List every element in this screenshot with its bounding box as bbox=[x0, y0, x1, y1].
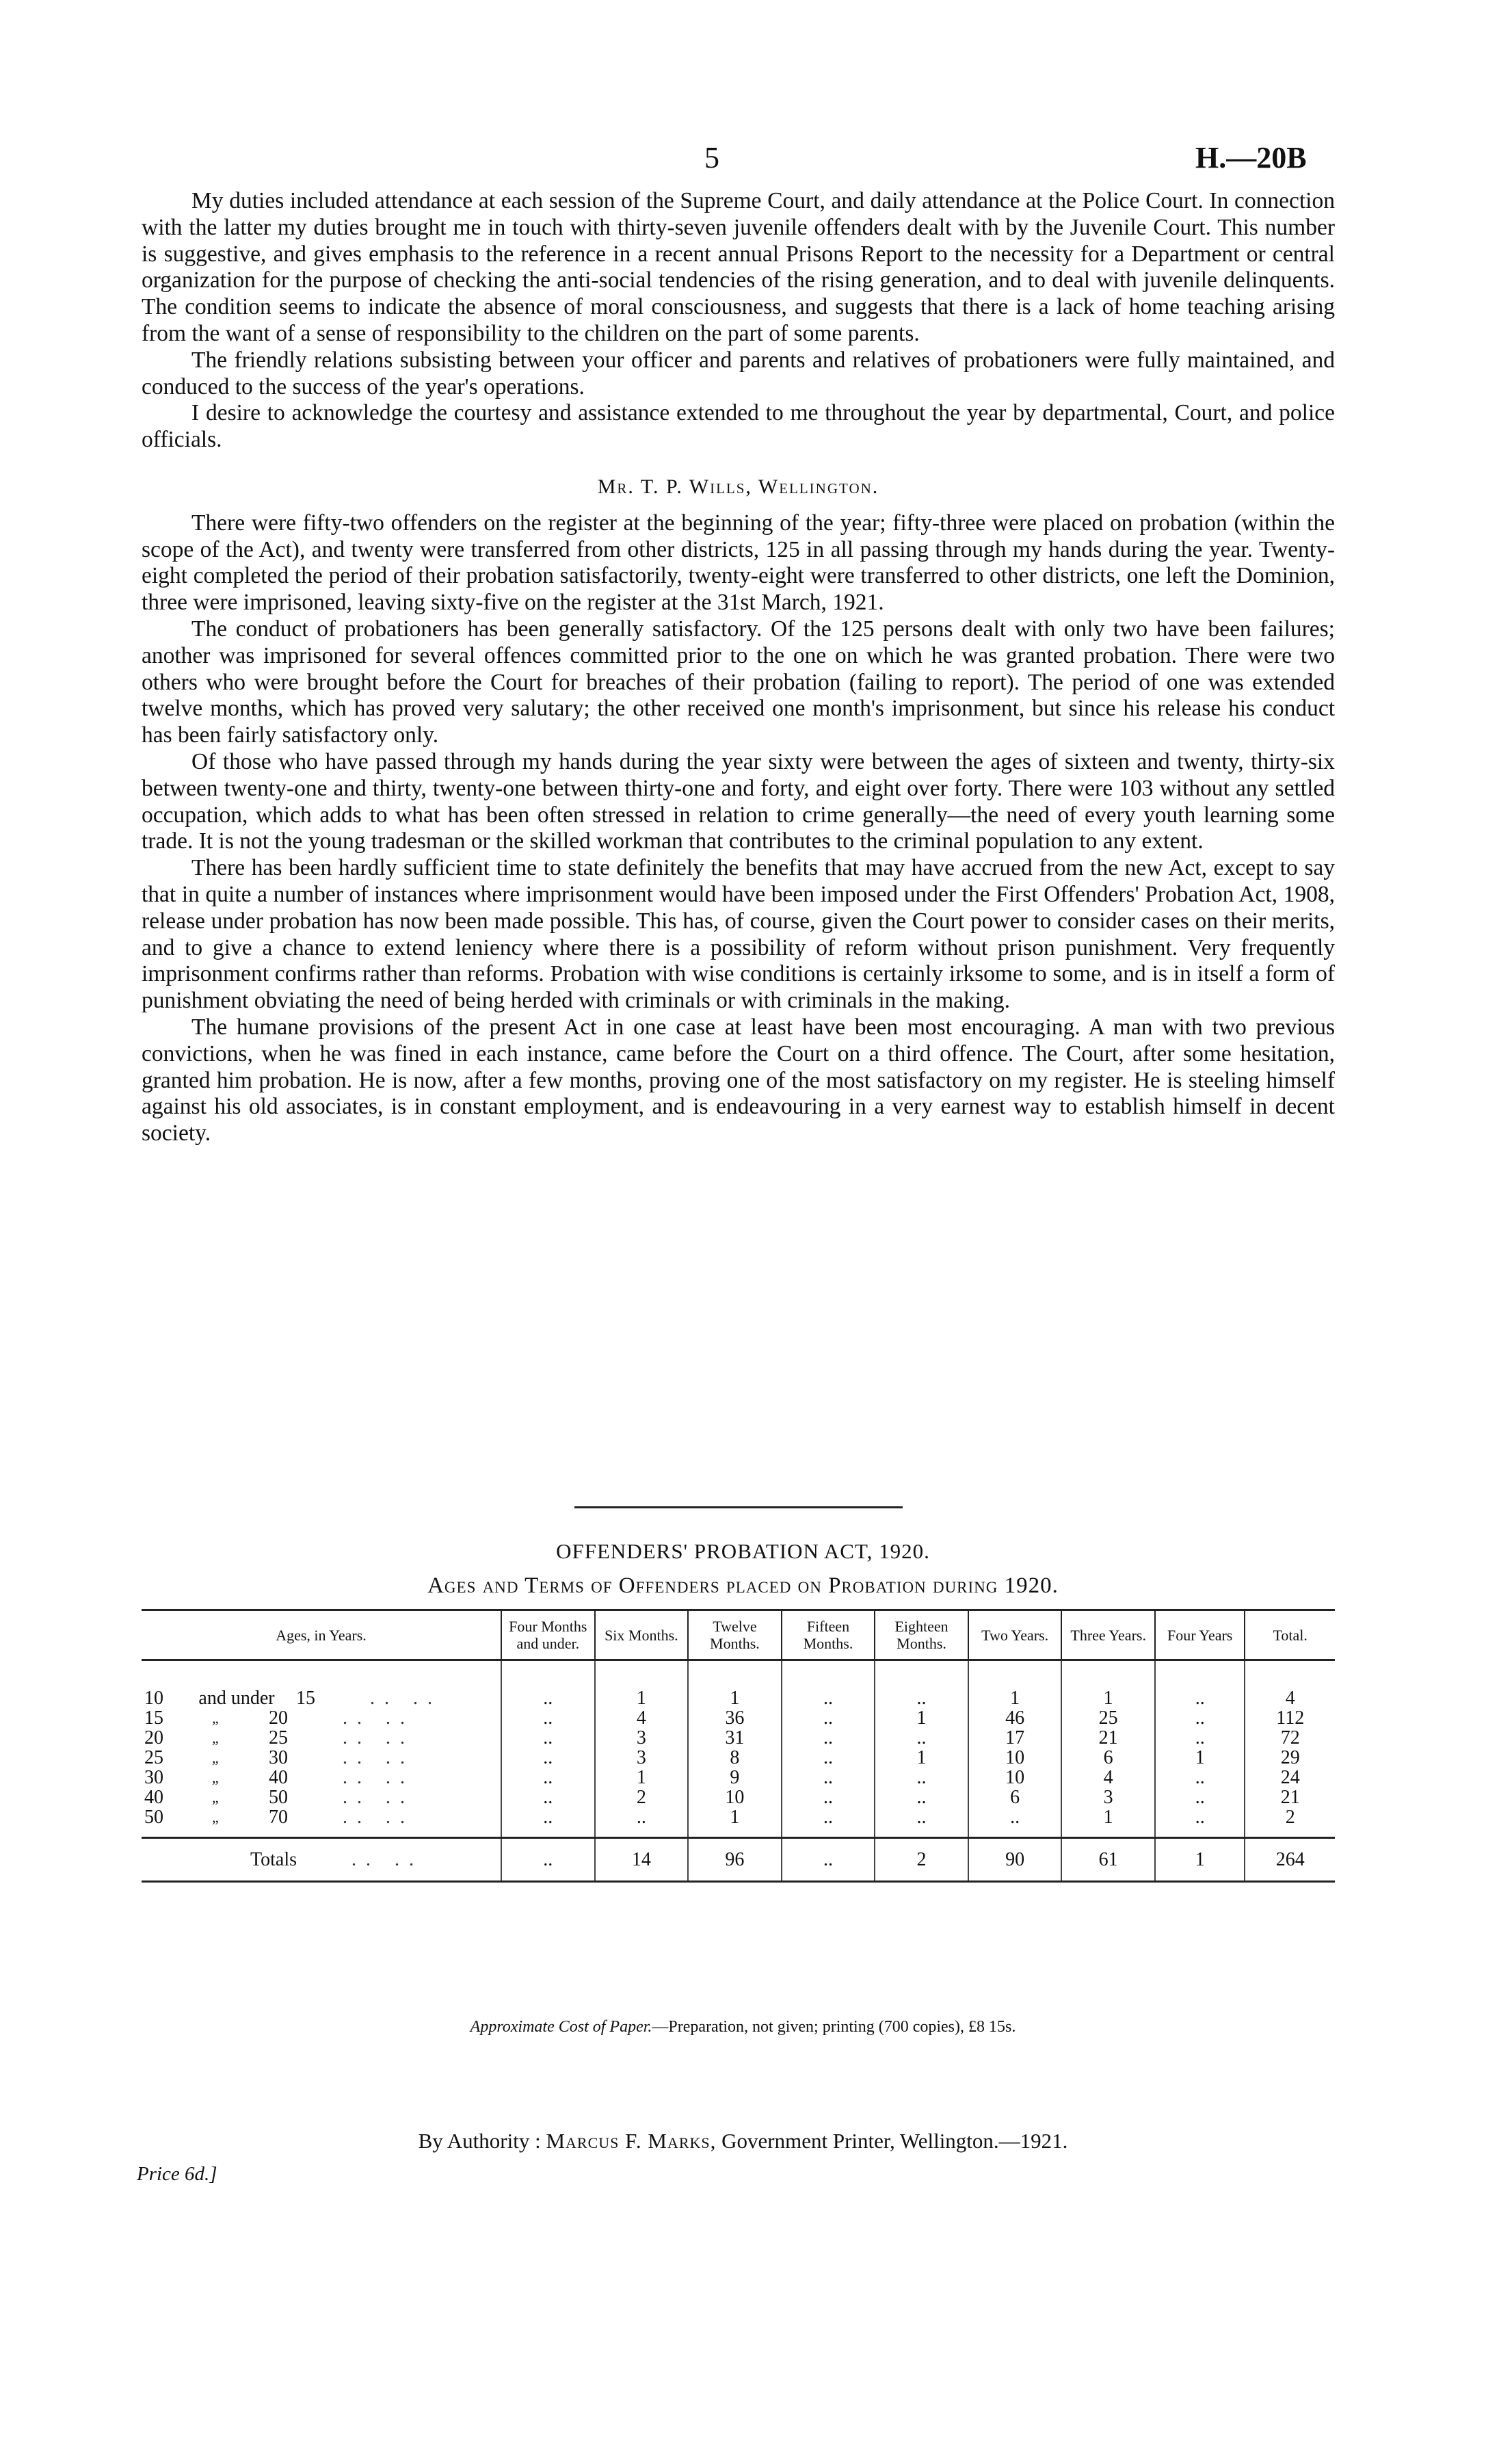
dot-leader: .. .. bbox=[343, 1767, 414, 1788]
totals-cell: 14 bbox=[595, 1838, 689, 1882]
totals-cell: 90 bbox=[968, 1838, 1062, 1882]
authority-suffix: Government Printer, Wellington.—1921. bbox=[721, 2129, 1068, 2153]
page-number: 5 bbox=[704, 141, 719, 174]
column-header: Twelve Months. bbox=[688, 1610, 782, 1660]
table-row bbox=[142, 1688, 1335, 1708]
table-cell: .. bbox=[782, 1728, 875, 1748]
age-separator: „ bbox=[211, 1789, 221, 1806]
column-header: Total. bbox=[1245, 1610, 1335, 1660]
column-header: Ages, in Years. bbox=[142, 1610, 501, 1660]
table-cell: 4 bbox=[1245, 1688, 1335, 1708]
age-range-cell bbox=[142, 1748, 501, 1768]
table-cell: 17 bbox=[968, 1728, 1062, 1748]
age-from: 10 bbox=[144, 1688, 163, 1709]
age-to: 20 bbox=[269, 1707, 288, 1729]
totals-label-cell bbox=[142, 1838, 501, 1882]
age-to: 15 bbox=[296, 1688, 315, 1709]
age-range-cell bbox=[142, 1708, 501, 1728]
table-cell: 6 bbox=[968, 1787, 1062, 1807]
table-cell: 2 bbox=[1245, 1807, 1335, 1838]
table-cell: 2 bbox=[595, 1787, 689, 1807]
age-to: 50 bbox=[269, 1787, 288, 1808]
table-cell: 8 bbox=[688, 1748, 782, 1768]
table-cell: 4 bbox=[1061, 1768, 1155, 1787]
body-text bbox=[142, 188, 1335, 1147]
table-cell: 6 bbox=[1061, 1748, 1155, 1768]
table-cell: .. bbox=[968, 1807, 1062, 1838]
age-from: 40 bbox=[144, 1787, 163, 1808]
paragraph: My duties included attendance at each session of the Supreme Court, and daily attendance at the Police Court. In connection with the latter my duties brought me in touch with thirty-seven juvenile offenders dealt with by the Juvenile Court. This number is suggestive, and gives emphasis to the reference in a recent annual Prisons Report to the necessity for a Department or central organization for the purpose of checking the anti-social tendencies of the rising generation, and to deal with juvenile delinquents. The condition seems to indicate the absence of moral consciousness, and suggests that there is a lack of home teaching arising from the want of a sense of responsibility to the children on the part of some parents. bbox=[142, 188, 1335, 346]
column-header: Four Months and under. bbox=[501, 1610, 595, 1660]
table-row bbox=[142, 1807, 1335, 1838]
column-header: Two Years. bbox=[968, 1610, 1062, 1660]
table-cell: .. bbox=[501, 1708, 595, 1728]
table-cell: 10 bbox=[968, 1748, 1062, 1768]
totals-cell: 61 bbox=[1061, 1838, 1155, 1882]
table-cell: .. bbox=[782, 1708, 875, 1728]
age-separator: „ bbox=[211, 1769, 221, 1786]
paragraph: There has been hardly sufficient time to state definitely the benefits that may have accrued from the new Act, except to say that in quite a number of instances where imprisonment would have been imposed under the First Offenders' Probation Act, 1908, release under probation has now been made possible. This has, of course, given the Court power to consider cases on their merits, and to give a chance to extend leniency where there is a possibility of reform without prison punishment. Very frequently imprisonment confirms rather than reforms. Probation with wise conditions is certainly irksome to some, and is in itself a form of punishment obviating the need of being herded with criminals or with criminals in the making. bbox=[142, 855, 1335, 1014]
column-header: Four Years bbox=[1155, 1610, 1245, 1660]
table-cell: 1 bbox=[968, 1688, 1062, 1708]
table-cell: 21 bbox=[1245, 1787, 1335, 1807]
dot-leader: .. .. bbox=[343, 1807, 414, 1828]
table-cell: 3 bbox=[595, 1748, 689, 1768]
table-cell: 10 bbox=[968, 1768, 1062, 1787]
table-cell: .. bbox=[501, 1768, 595, 1787]
paragraph: There were fifty-two offenders on the register at the beginning of the year; fifty-three were placed on probation (within the scope of the Act), and twenty were transferred from other districts, 125 in all passing through my hands during the year. Twenty-eight completed the period of their probation satisfactorily, twenty-eight were transferred to other districts, one left the Dominion, three were imprisoned, leaving sixty-five on the register at the 31st March, 1921. bbox=[142, 510, 1335, 616]
age-to: 25 bbox=[269, 1727, 288, 1748]
table-cell: .. bbox=[782, 1768, 875, 1787]
table-cell: 9 bbox=[688, 1768, 782, 1787]
table-cell: .. bbox=[501, 1688, 595, 1708]
age-range-cell bbox=[142, 1728, 501, 1748]
table-cell: 1 bbox=[1061, 1807, 1155, 1838]
table-cell: .. bbox=[875, 1688, 968, 1708]
cost-label: Approximate Cost of Paper. bbox=[470, 2018, 652, 2036]
age-to: 70 bbox=[269, 1807, 288, 1828]
age-range-cell bbox=[142, 1688, 501, 1708]
section-heading: Mr. T. P. Wills, Wellington. bbox=[597, 475, 879, 498]
age-from: 25 bbox=[144, 1747, 163, 1768]
column-header: Fifteen Months. bbox=[782, 1610, 875, 1660]
age-separator: „ bbox=[211, 1809, 221, 1826]
table-subtitle: Ages and Terms of Offenders placed on Probation during 1920. bbox=[427, 1573, 1059, 1598]
table-row bbox=[142, 1787, 1335, 1807]
table-cell: .. bbox=[501, 1807, 595, 1838]
totals-cell: 2 bbox=[875, 1838, 968, 1882]
table-cell: .. bbox=[782, 1688, 875, 1708]
dot-leader: .. .. bbox=[343, 1707, 414, 1729]
totals-cell: 96 bbox=[688, 1838, 782, 1882]
column-header: Three Years. bbox=[1061, 1610, 1155, 1660]
age-range-cell bbox=[142, 1807, 501, 1838]
table-cell: .. bbox=[1155, 1708, 1245, 1728]
dot-leader: .. .. bbox=[351, 1849, 424, 1870]
column-header: Eighteen Months. bbox=[875, 1610, 968, 1660]
table-cell: 21 bbox=[1061, 1728, 1155, 1748]
dot-leader: .. .. bbox=[343, 1727, 414, 1748]
age-to: 30 bbox=[269, 1747, 288, 1768]
table-row bbox=[142, 1728, 1335, 1748]
age-from: 15 bbox=[144, 1707, 163, 1729]
table-cell: 4 bbox=[595, 1708, 689, 1728]
table-cell: 1 bbox=[1061, 1688, 1155, 1708]
table-cell: .. bbox=[782, 1807, 875, 1838]
table-cell: 3 bbox=[595, 1728, 689, 1748]
age-to: 40 bbox=[269, 1767, 288, 1788]
table-cell: 46 bbox=[968, 1708, 1062, 1728]
dot-leader: .. .. bbox=[343, 1747, 414, 1768]
totals-cell: .. bbox=[501, 1838, 595, 1882]
table-cell: .. bbox=[595, 1807, 689, 1838]
table-header-row bbox=[142, 1610, 1335, 1660]
table-cell: 24 bbox=[1245, 1768, 1335, 1787]
table-cell: 1 bbox=[1155, 1748, 1245, 1768]
dot-leader: .. .. bbox=[370, 1688, 442, 1709]
table-cell: 112 bbox=[1245, 1708, 1335, 1728]
table-cell: 31 bbox=[688, 1728, 782, 1748]
paragraph: The friendly relations subsisting between your officer and parents and relatives of probationers were fully maintained, and conduced to the success of the year's operations. bbox=[142, 347, 1335, 399]
printer-name: Marcus F. Marks, bbox=[546, 2129, 717, 2153]
table-cell: 1 bbox=[688, 1807, 782, 1838]
age-from: 50 bbox=[144, 1807, 163, 1828]
section-divider bbox=[574, 1506, 903, 1508]
table-cell: .. bbox=[875, 1768, 968, 1787]
totals-cell: .. bbox=[782, 1838, 875, 1882]
table-cell: .. bbox=[1155, 1807, 1245, 1838]
age-separator: „ bbox=[211, 1709, 221, 1727]
table-cell: .. bbox=[1155, 1688, 1245, 1708]
paragraph: The humane provisions of the present Act in one case at least have been most encouraging. A man with two previous convictions, when he was fined in each instance, came before the Court on a third offence. The Court, after some hesitation, granted him probation. He is now, after a few months, proving one of the most satisfactory on my register. He is steeling himself against his old associates, is in constant employment, and is endeavouring in a very earnest way to establish himself in decent society. bbox=[142, 1014, 1335, 1146]
table-row bbox=[142, 1748, 1335, 1768]
table-cell: .. bbox=[875, 1787, 968, 1807]
cost-text: —Preparation, not given; printing (700 copies), £8 15s. bbox=[652, 2018, 1016, 2036]
age-from: 20 bbox=[144, 1727, 163, 1748]
totals-cell: 264 bbox=[1245, 1838, 1335, 1882]
table-cell: 1 bbox=[875, 1748, 968, 1768]
age-range-cell bbox=[142, 1768, 501, 1787]
table-cell: 1 bbox=[688, 1688, 782, 1708]
cost-note bbox=[0, 2018, 1486, 2036]
totals-cell: 1 bbox=[1155, 1838, 1245, 1882]
table-cell: .. bbox=[1155, 1728, 1245, 1748]
probation-table bbox=[142, 1609, 1335, 1883]
table-cell: 36 bbox=[688, 1708, 782, 1728]
age-range-cell bbox=[142, 1787, 501, 1807]
table-row bbox=[142, 1768, 1335, 1787]
table-cell: 10 bbox=[688, 1787, 782, 1807]
table-cell: .. bbox=[501, 1787, 595, 1807]
authority-prefix: By Authority : bbox=[418, 2129, 541, 2153]
table-cell: 1 bbox=[875, 1708, 968, 1728]
age-separator: and under bbox=[198, 1688, 275, 1709]
table-title: OFFENDERS' PROBATION ACT, 1920. bbox=[556, 1539, 930, 1563]
table-cell: 1 bbox=[595, 1768, 689, 1787]
table-cell: 1 bbox=[595, 1688, 689, 1708]
table-cell: .. bbox=[1155, 1787, 1245, 1807]
table-row bbox=[142, 1708, 1335, 1728]
column-header: Six Months. bbox=[595, 1610, 689, 1660]
paragraph: I desire to acknowledge the courtesy and assistance extended to me throughout the year by departmental, Court, and police officials. bbox=[142, 400, 1335, 453]
table-cell: .. bbox=[501, 1728, 595, 1748]
totals-label: Totals bbox=[250, 1849, 297, 1870]
table-cell: .. bbox=[875, 1728, 968, 1748]
authority-line bbox=[0, 2129, 1486, 2153]
paragraph: The conduct of probationers has been generally satisfactory. Of the 125 persons dealt with only two have been failures; another was imprisoned for several offences committed prior to the one on which he was granted probation. There were two others who were brought before the Court for breaches of their probation (failing to report). The period of one was extended twelve months, which has proved very salutary; the other received one month's imprisonment, but since his release his conduct has been fairly satisfactory only. bbox=[142, 616, 1335, 748]
table-cell: 25 bbox=[1061, 1708, 1155, 1728]
table-cell: .. bbox=[501, 1748, 595, 1768]
age-from: 30 bbox=[144, 1767, 163, 1788]
table-cell: .. bbox=[1155, 1768, 1245, 1787]
totals-row bbox=[142, 1838, 1335, 1882]
table-spacer-row bbox=[142, 1660, 1335, 1689]
paragraph: Of those who have passed through my hands during the year sixty were between the ages of sixteen and twenty, thirty-six between twenty-one and thirty, twenty-one between thirty-one and forty, and eight over forty. There were 103 without any settled occupation, which adds to what has been often stressed in relation to crime generally—the need of every youth learning some trade. It is not the young tradesman or the skilled workman that contributes to the criminal population to any extent. bbox=[142, 748, 1335, 854]
document-reference: H.—20B bbox=[1195, 141, 1307, 174]
age-separator: „ bbox=[211, 1729, 221, 1746]
age-separator: „ bbox=[211, 1749, 221, 1766]
dot-leader: .. .. bbox=[343, 1787, 414, 1808]
price: Price 6d.] bbox=[137, 2163, 217, 2185]
table-cell: .. bbox=[782, 1787, 875, 1807]
table-cell: .. bbox=[782, 1748, 875, 1768]
table-cell: 72 bbox=[1245, 1728, 1335, 1748]
table-cell: .. bbox=[875, 1807, 968, 1838]
table-cell: 3 bbox=[1061, 1787, 1155, 1807]
table-cell: 29 bbox=[1245, 1748, 1335, 1768]
